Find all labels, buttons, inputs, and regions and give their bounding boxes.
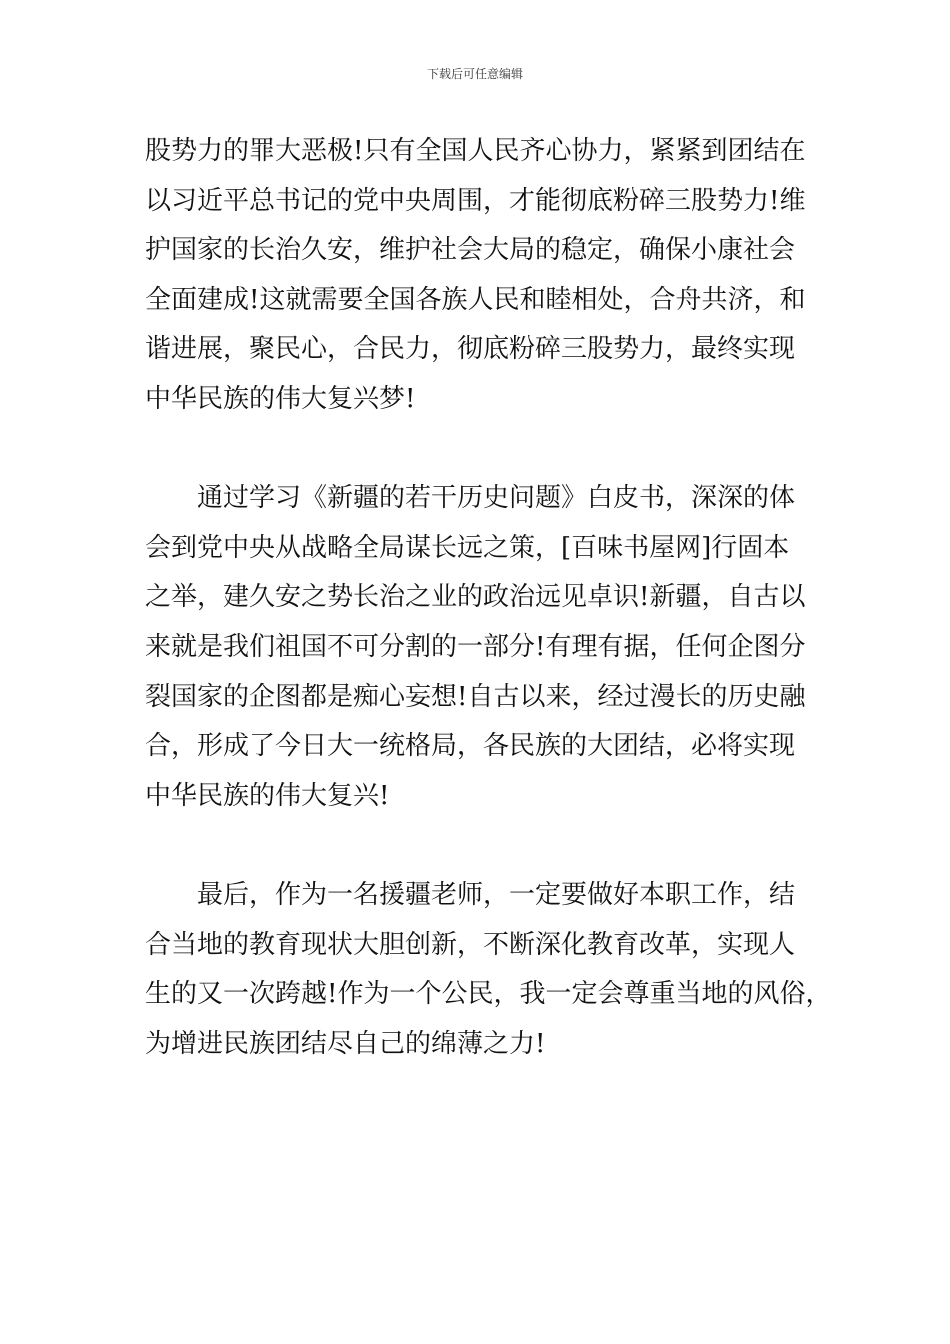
paragraph-spacer xyxy=(145,425,825,475)
text-line: 合，形成了今日大一统格局，各民族的大团结，必将实现 xyxy=(145,731,796,762)
text-line: 以习近平总书记的党中央周围，才能彻底粉碎三股势力!维 xyxy=(145,185,806,216)
text-line: 最后，作为一名援疆老师，一定要做好本职工作，结 xyxy=(145,879,796,910)
text-line: 裂国家的企图都是痴心妄想!自古以来，经过漫长的历史融 xyxy=(145,681,806,712)
text-line: 中华民族的伟大复兴梦! xyxy=(145,383,416,414)
text-line: 合当地的教育现状大胆创新，不断深化教育改革，实现人 xyxy=(145,929,796,960)
paragraph-spacer xyxy=(145,821,825,871)
text-line: 谐进展，聚民心，合民力，彻底粉碎三股势力，最终实现 xyxy=(145,334,796,365)
text-line: 之举，建久安之势长治之业的政治远见卓识!新疆，自古以 xyxy=(145,582,806,613)
page-header: 下载后可任意编辑 xyxy=(426,67,523,81)
text-line: 股势力的罪大恶极!只有全国人民齐心协力，紧紧到团结在 xyxy=(145,136,806,166)
text-line: 全面建成!这就需要全国各族人民和睦相处，合舟共济，和 xyxy=(145,284,806,315)
text-line: 会到党中央从战略全局谋长远之策，[百味书屋网]行固本 xyxy=(145,532,790,563)
text-line: 中华民族的伟大复兴! xyxy=(145,780,390,811)
text-line: 来就是我们祖国不可分割的一部分!有理有据，任何企图分 xyxy=(145,631,806,662)
paragraph-2 xyxy=(145,474,825,821)
text-line: 通过学习《新疆的若干历史问题》白皮书，深深的体 xyxy=(145,483,796,514)
text-line: 生的又一次跨越!作为一个公民，我一定会尊重当地的风俗， xyxy=(145,979,832,1010)
text-line: 为增进民族团结尽自己的绵薄之力! xyxy=(145,1028,546,1059)
document-body xyxy=(145,127,832,1069)
paragraph-1 xyxy=(145,127,825,425)
text-line: 护国家的长治久安，维护社会大局的稳定，确保小康社会 xyxy=(145,235,796,266)
paragraph-3 xyxy=(145,871,832,1069)
